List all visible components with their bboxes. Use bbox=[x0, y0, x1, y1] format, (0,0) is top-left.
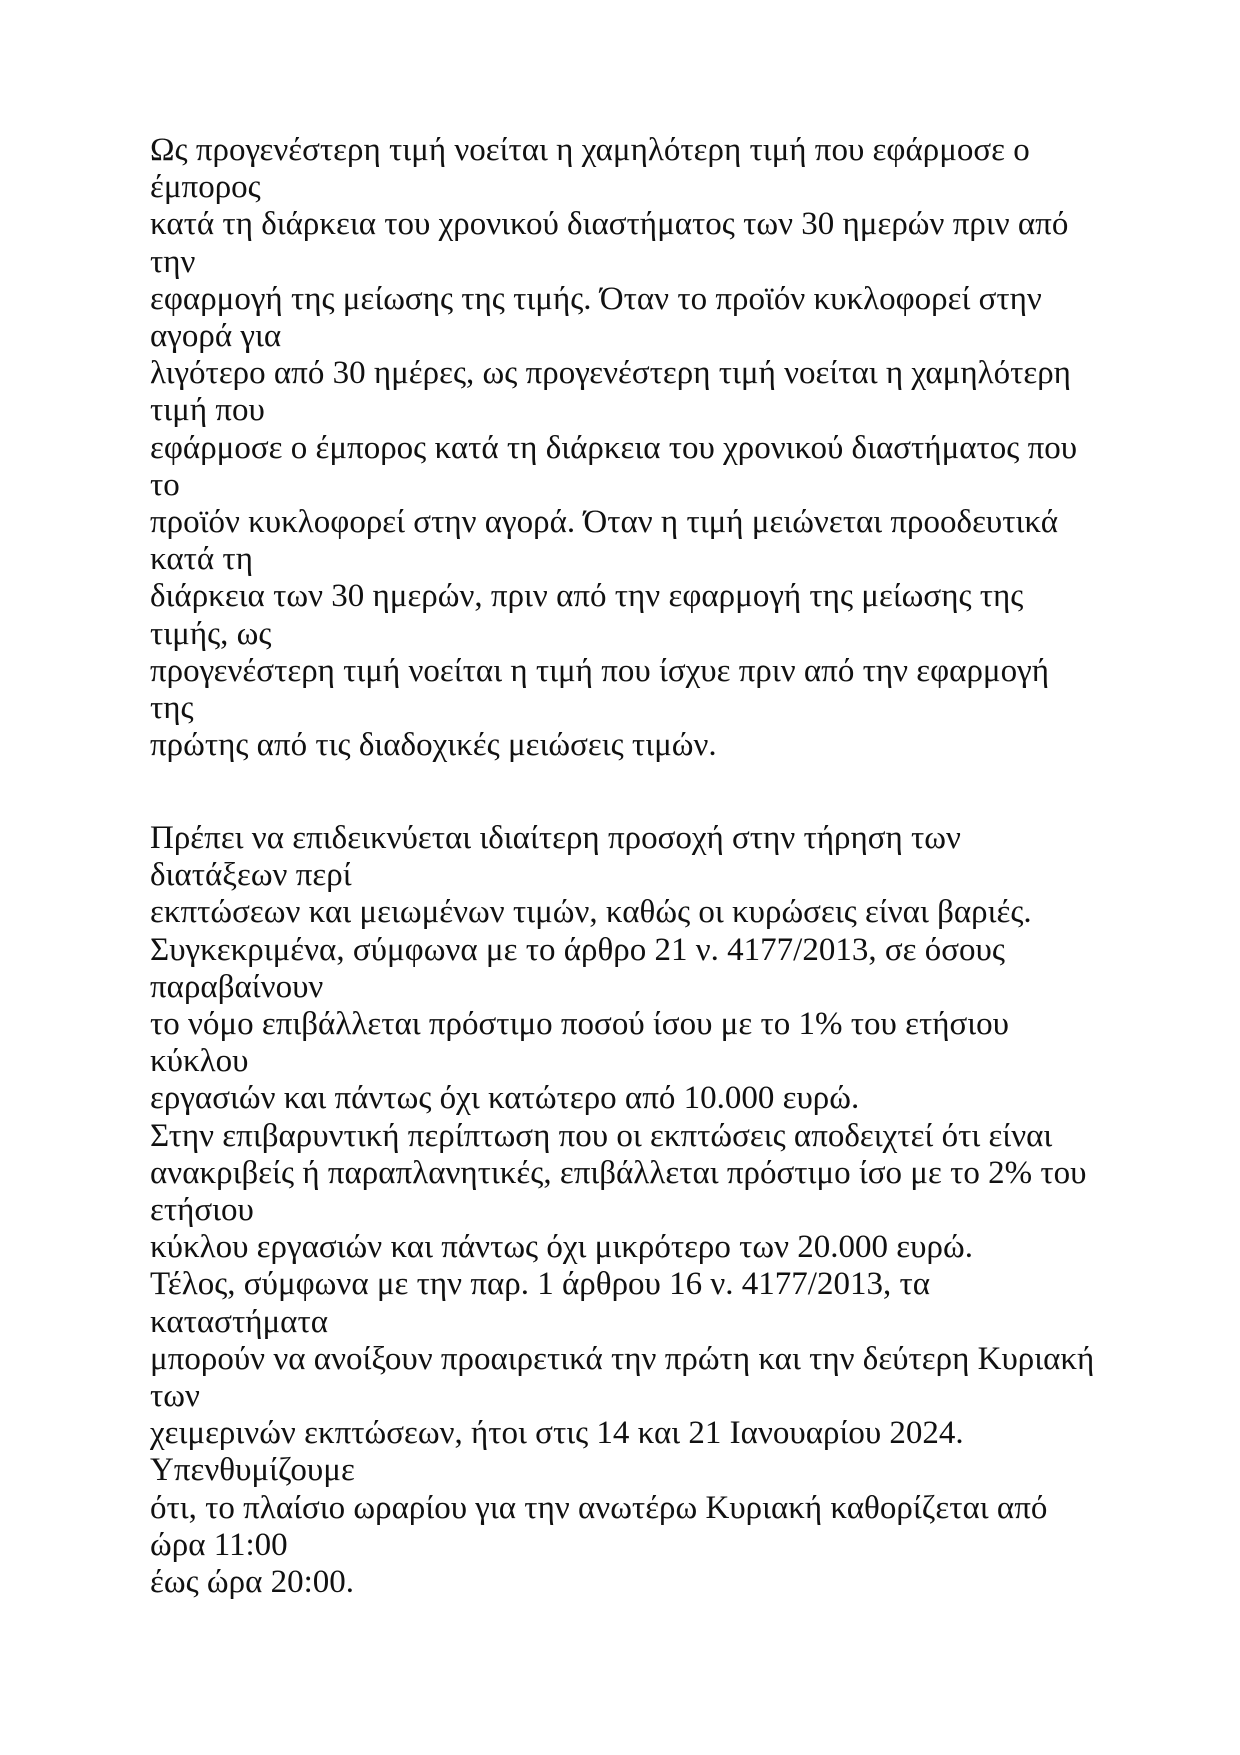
text-line: έως ώρα 20:00. bbox=[150, 1564, 355, 1601]
text-line: έμπορος bbox=[150, 169, 261, 206]
text-line: καταστήματα bbox=[150, 1303, 329, 1340]
text-line: μπορούν να ανοίξουν προαιρετικά την πρώτη και την δεύτερη Κυριακή bbox=[150, 1340, 1095, 1377]
text-line: κατά τη διάρκεια του χρονικού διαστήματος των 30 ημερών πριν από bbox=[150, 206, 1069, 243]
text-line: εφαρμογή της μείωσης της τιμής. Όταν το προϊόν κυκλοφορεί στην bbox=[150, 280, 1042, 317]
text-line: το νόμο επιβάλλεται πρόστιμο ποσού ίσου με το 1% του ετήσιου bbox=[150, 1006, 1009, 1043]
text-line: Τέλος, σύμφωνα με την παρ. 1 άρθρου 16 ν. 4177/2013, τα bbox=[150, 1266, 931, 1303]
text-line: των bbox=[150, 1378, 200, 1415]
text-line: λιγότερο από 30 ημέρες, ως προγενέστερη τιμή νοείται η χαμηλότερη bbox=[150, 355, 1071, 392]
text-line: εκπτώσεων και μειωμένων τιμών, καθώς οι κυρώσεις είναι βαριές. bbox=[150, 894, 1032, 931]
text-line: της bbox=[150, 690, 194, 727]
text-line: ετήσιου bbox=[150, 1192, 254, 1229]
text-line: αγορά για bbox=[150, 318, 282, 355]
text-line: εφάρμοσε ο έμπορος κατά τη διάρκεια του χρονικού διαστήματος που bbox=[150, 429, 1078, 466]
text-line: κατά τη bbox=[150, 541, 253, 578]
text-line: Στην επιβαρυντική περίπτωση που οι εκπτώσεις αποδειχτεί ότι είναι bbox=[150, 1117, 1053, 1154]
text-line: Υπενθυμίζουμε bbox=[150, 1452, 355, 1489]
text-line: τιμή που bbox=[150, 392, 265, 429]
text-line: προϊόν κυκλοφορεί στην αγορά. Όταν η τιμή μειώνεται προοδευτικά bbox=[150, 504, 1059, 541]
text-line: ότι, το πλαίσιο ωραρίου για την ανωτέρω Κυριακή καθορίζεται από bbox=[150, 1489, 1048, 1526]
paragraph-previous-price-definition bbox=[150, 132, 1150, 764]
text-line: ώρα 11:00 bbox=[150, 1526, 288, 1563]
text-line: πρώτης από τις διαδοχικές μειώσεις τιμών. bbox=[150, 727, 717, 764]
text-line: τιμής, ως bbox=[150, 615, 272, 652]
text-line: κύκλου bbox=[150, 1043, 249, 1080]
text-line: κύκλου εργασιών και πάντως όχι μικρότερο των 20.000 ευρώ. bbox=[150, 1229, 973, 1266]
text-line: ανακριβείς ή παραπλανητικές, επιβάλλεται πρόστιμο ίσο με το 2% του bbox=[150, 1154, 1087, 1191]
text-line: παραβαίνουν bbox=[150, 968, 324, 1005]
paragraph-discount-penalties bbox=[150, 820, 1150, 1601]
text-line: χειμερινών εκπτώσεων, ήτοι στις 14 και 21 Ιανουαρίου 2024. bbox=[150, 1415, 964, 1452]
text-line: Ως προγενέστερη τιμή νοείται η χαμηλότερη τιμή που εφάρμοσε ο bbox=[150, 132, 1030, 168]
text-line: διατάξεων περί bbox=[150, 857, 352, 894]
text-line: την bbox=[150, 243, 196, 280]
text-line: το bbox=[150, 466, 180, 503]
text-line: Συγκεκριμένα, σύμφωνα με το άρθρο 21 ν. 4177/2013, σε όσους bbox=[150, 931, 1005, 968]
text-line: εργασιών και πάντως όχι κατώτερο από 10.000 ευρώ. bbox=[150, 1080, 860, 1117]
text-line: διάρκεια των 30 ημερών, πριν από την εφαρμογή της μείωσης της bbox=[150, 578, 1024, 615]
text-line: Πρέπει να επιδεικνύεται ιδιαίτερη προσοχή στην τήρηση των bbox=[150, 820, 961, 856]
text-line: προγενέστερη τιμή νοείται η τιμή που ίσχυε πριν από την εφαρμογή bbox=[150, 652, 1049, 689]
